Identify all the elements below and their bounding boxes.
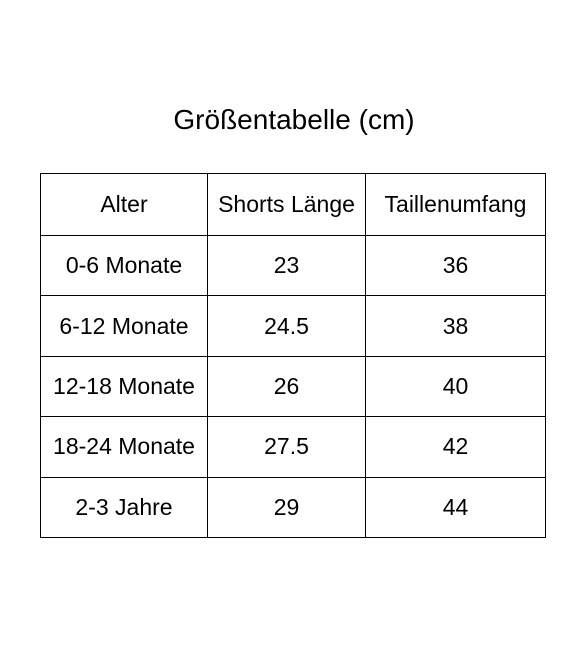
cell-age: 6-12 Monate (41, 296, 208, 356)
cell-waist: 40 (366, 356, 546, 416)
cell-age: 18-24 Monate (41, 417, 208, 477)
table-header-row (41, 174, 546, 236)
cell-waist: 44 (366, 477, 546, 537)
cell-age: 0-6 Monate (41, 236, 208, 296)
cell-shorts-length: 29 (208, 477, 366, 537)
table-row (41, 417, 546, 477)
page-title: Größentabelle (cm) (173, 104, 415, 135)
cell-shorts-length: 24.5 (208, 296, 366, 356)
table-row (41, 477, 546, 537)
table-row (41, 296, 546, 356)
size-chart-table (40, 173, 546, 538)
cell-waist: 36 (366, 236, 546, 296)
cell-shorts-length: 23 (208, 236, 366, 296)
cell-shorts-length: 27.5 (208, 417, 366, 477)
cell-shorts-length: 26 (208, 356, 366, 416)
header-shorts-length: Shorts Länge (208, 174, 366, 236)
table-row (41, 356, 546, 416)
cell-age: 2-3 Jahre (41, 477, 208, 537)
table-row (41, 236, 546, 296)
cell-waist: 38 (366, 296, 546, 356)
cell-waist: 42 (366, 417, 546, 477)
header-age: Alter (41, 174, 208, 236)
header-waist: Taillenumfang (366, 174, 546, 236)
cell-age: 12-18 Monate (41, 356, 208, 416)
